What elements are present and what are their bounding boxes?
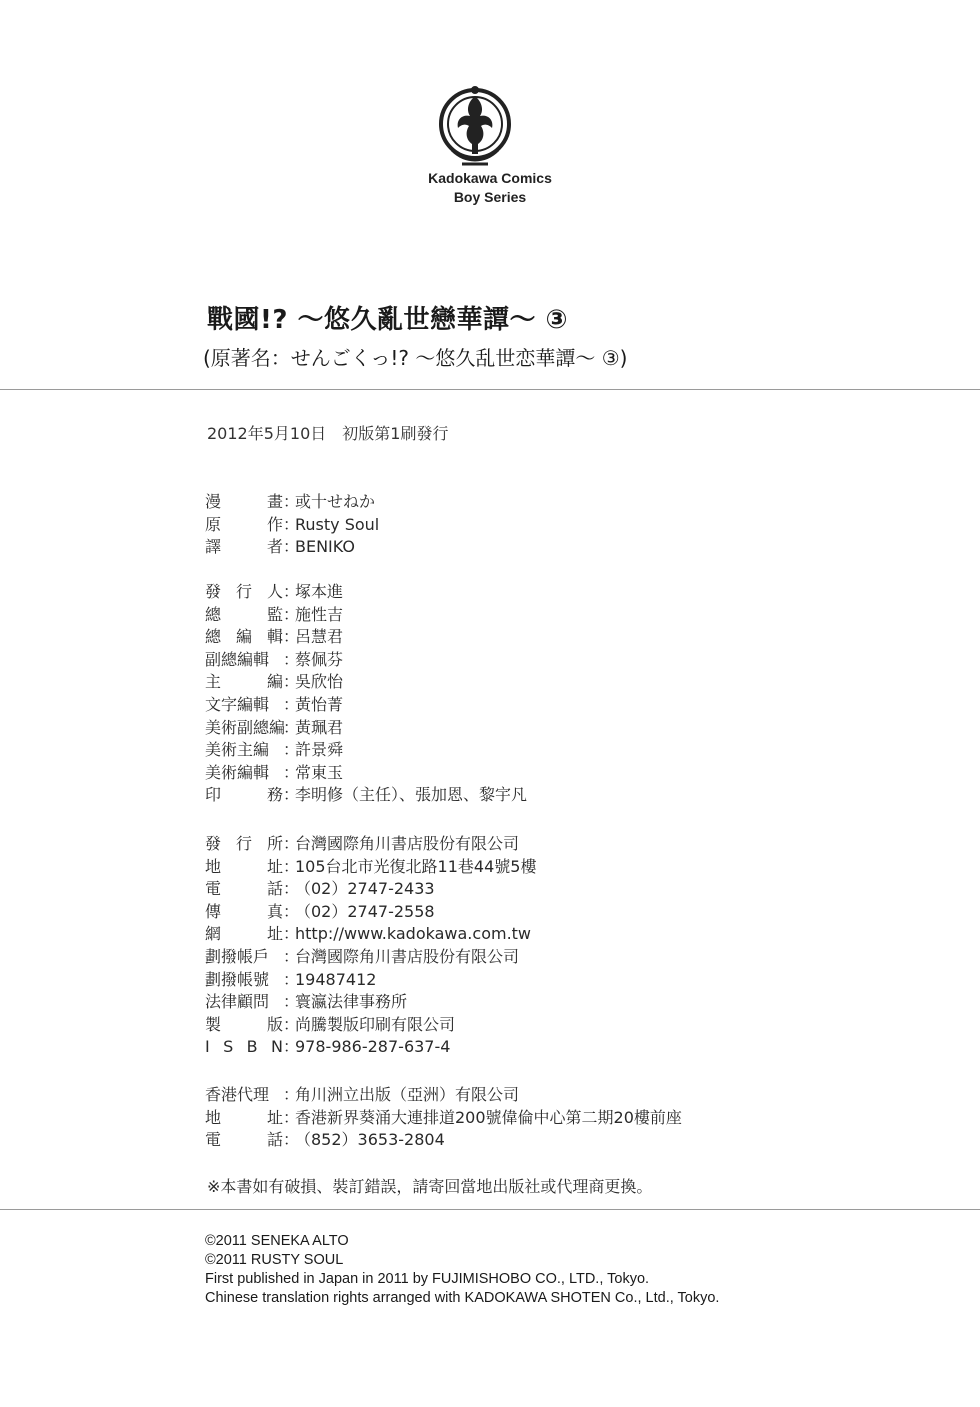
info-value: 常東玉 (295, 762, 344, 782)
info-label-char: 製 (205, 1014, 222, 1034)
info-row (205, 1036, 536, 1059)
info-row (205, 739, 527, 762)
info-label (205, 901, 283, 924)
info-label-char: 編 (235, 627, 252, 647)
info-value: 978-986-287-637-4 (295, 1037, 451, 1057)
copyright-line: ©2011 RUSTY SOUL (205, 1252, 344, 1268)
info-value: 許景舜 (295, 740, 344, 760)
copyright-line: First published in Japan in 2011 by FUJIMISHOBO CO., LTD., Tokyo. (205, 1271, 650, 1287)
info-colon: ： (283, 946, 300, 966)
info-colon: ： (283, 514, 300, 534)
info-label (205, 1129, 283, 1152)
info-colon: ： (283, 1130, 300, 1150)
info-label-char: 址 (266, 1107, 283, 1127)
info-value: （852）3653-2804 (295, 1130, 445, 1150)
info-row (205, 626, 527, 649)
info-colon: ： (283, 672, 300, 692)
info-value: （02）2747-2558 (295, 901, 435, 921)
info-row (205, 1107, 682, 1130)
info-label-char: 輯 (266, 627, 283, 647)
info-colon: ： (283, 992, 300, 1012)
info-label-char: 發 (205, 582, 222, 601)
info-value: 呂慧君 (295, 627, 344, 647)
divider-top (0, 389, 980, 390)
copyright-line: Chinese translation rights arranged with KADOKAWA SHOTEN Co., Ltd., Tokyo. (205, 1290, 720, 1306)
info-label-char: 美術編輯 (205, 762, 270, 782)
info-value: BENIKO (295, 537, 355, 557)
info-value: 角川洲立出版（亞洲）有限公司 (295, 1085, 520, 1104)
info-value: 寰瀛法律事務所 (295, 992, 408, 1012)
original-title: (原著名：せんごくっ!? ～悠久乱世恋華譚～ ③) (203, 346, 628, 370)
info-label (205, 946, 283, 969)
info-label-char: 行 (235, 582, 252, 601)
info-label-char: 傳 (205, 901, 222, 921)
info-value: 香港新界葵涌大連排道200號偉倫中心第二期20樓前座 (295, 1107, 682, 1127)
book-title: 戰國!? ～悠久亂世戀華譚～ ③ (207, 305, 569, 335)
info-colon: ： (283, 785, 300, 805)
info-label-char: N (271, 1037, 283, 1057)
info-colon: ： (283, 649, 300, 669)
info-colon: ： (283, 834, 300, 853)
info-label-char: 作 (266, 514, 283, 534)
info-label-char: 務 (266, 785, 283, 805)
info-label-char: 地 (205, 1107, 222, 1127)
info-label-char: S (223, 1037, 234, 1057)
info-label-char: 者 (266, 537, 283, 557)
info-label-char: 編 (266, 672, 283, 692)
divider-bottom (0, 1209, 980, 1210)
info-label-char: 監 (266, 604, 283, 624)
info-colon: ： (283, 604, 300, 624)
info-label (205, 581, 283, 604)
info-label-char: 話 (266, 879, 283, 899)
info-label-char: 版 (266, 1014, 283, 1034)
info-label (205, 604, 283, 627)
info-label-char: 譯 (205, 537, 222, 557)
info-row (205, 536, 379, 559)
info-label (205, 856, 283, 879)
info-label (205, 671, 283, 694)
info-value: （02）2747-2433 (295, 879, 435, 899)
info-label (205, 1036, 283, 1059)
info-label (205, 649, 283, 672)
info-label-char: 畫 (266, 492, 283, 511)
info-colon: ： (283, 924, 300, 944)
publisher-block (205, 833, 536, 1059)
info-label (205, 833, 283, 856)
info-colon: ： (283, 856, 300, 876)
info-label-char: I (205, 1037, 210, 1057)
info-value: 施性吉 (295, 604, 344, 624)
info-row (205, 671, 527, 694)
info-value: 塚本進 (295, 582, 344, 601)
info-label-char: 美術主編 (205, 740, 270, 760)
info-label (205, 878, 283, 901)
info-row (205, 946, 536, 969)
info-row (205, 923, 536, 946)
info-label-char: 網 (205, 924, 222, 944)
info-label-char: 址 (266, 924, 283, 944)
info-row (205, 991, 536, 1014)
info-row (205, 1129, 682, 1152)
credits-block (205, 491, 379, 559)
info-label-char: 總 (205, 627, 222, 647)
info-row (205, 694, 527, 717)
info-colon: ： (283, 717, 300, 737)
info-row (205, 762, 527, 785)
info-colon: ： (283, 1107, 300, 1127)
info-value: http://www.kadokawa.com.tw (295, 924, 532, 944)
info-label-char: B (246, 1037, 258, 1057)
info-label-char: 劃撥帳戶 (205, 946, 270, 966)
info-colon: ： (283, 740, 300, 760)
info-colon: ： (283, 762, 300, 782)
info-label-char: 電 (205, 879, 222, 899)
info-colon: ： (283, 582, 300, 601)
phoenix-logo-icon (432, 80, 518, 172)
copyright-line: ©2011 SENEKA ALTO (205, 1233, 349, 1249)
info-label (205, 1107, 283, 1130)
info-row (205, 856, 536, 879)
info-colon: ： (283, 627, 300, 647)
info-colon: ： (283, 694, 300, 714)
info-value: 李明修（主任）、張加恩、黎宇凡 (295, 785, 528, 805)
info-label-char: 法律顧問 (205, 992, 270, 1012)
info-label-char: 人 (266, 582, 283, 601)
info-row (205, 969, 536, 992)
info-label-char: 漫 (205, 492, 222, 511)
copyright-block (205, 1232, 719, 1308)
info-label-char: 地 (205, 856, 222, 876)
info-row (205, 784, 527, 807)
info-label-char: 話 (266, 1130, 283, 1150)
info-row (205, 581, 527, 604)
info-value: 19487412 (295, 969, 377, 989)
info-row (205, 1014, 536, 1037)
info-row (205, 604, 527, 627)
info-label (205, 626, 283, 649)
publication-date: 2012年5月10日 初版第1刷發行 (207, 424, 449, 443)
info-value: 黃怡菁 (295, 694, 344, 714)
info-row (205, 833, 536, 856)
info-label-char: 香港代理 (205, 1085, 270, 1104)
info-label-char: 發 (205, 834, 222, 853)
series-brand-line1: Kadokawa Comics (428, 170, 552, 186)
staff-block (205, 581, 527, 807)
info-value: 蔡佩芬 (295, 649, 344, 669)
info-value: 台灣國際角川書店股份有限公司 (295, 946, 520, 966)
info-row (205, 878, 536, 901)
info-row (205, 901, 536, 924)
info-label (205, 991, 283, 1014)
info-value: 黃珮君 (295, 717, 344, 737)
info-label (205, 969, 283, 992)
info-label (205, 717, 286, 740)
info-label-char: 總 (205, 604, 222, 624)
info-value: Rusty Soul (295, 514, 380, 534)
info-row (205, 514, 379, 537)
info-value: 尚騰製版印刷有限公司 (295, 1014, 456, 1034)
info-label-char: 副總編輯 (205, 649, 270, 669)
info-label (205, 739, 283, 762)
info-label-char: 原 (205, 514, 222, 534)
info-label (205, 694, 283, 717)
info-value: 台灣國際角川書店股份有限公司 (295, 834, 520, 853)
info-label-char: 主 (205, 672, 222, 692)
info-value: 105台北市光復北路11巷44號5樓 (295, 856, 537, 876)
info-label-char: 電 (205, 1130, 222, 1150)
info-label (205, 1014, 283, 1037)
hongkong-agent-block (205, 1084, 682, 1152)
info-colon: ： (283, 492, 300, 511)
info-colon: ： (283, 1014, 300, 1034)
info-value: 或十せねか (295, 492, 376, 511)
info-label-char: 劃撥帳號 (205, 969, 270, 989)
info-label-char: 行 (235, 834, 252, 853)
info-label-char: 美術副總編 (205, 717, 286, 737)
info-label (205, 923, 283, 946)
replacement-notice: ※本書如有破損、裝訂錯誤，請寄回當地出版社或代理商更換。 (207, 1177, 653, 1196)
info-colon: ： (283, 901, 300, 921)
info-label (205, 1084, 283, 1107)
info-label-char: 真 (266, 901, 283, 921)
info-label-char: 文字編輯 (205, 694, 270, 714)
info-label-char: 印 (205, 785, 222, 805)
info-row (205, 1084, 682, 1107)
info-label-char: 所 (266, 834, 283, 853)
info-label (205, 762, 283, 785)
info-colon: ： (283, 879, 300, 899)
info-label (205, 514, 283, 537)
info-colon: ： (283, 1037, 300, 1057)
info-colon: ： (283, 1085, 300, 1104)
info-label-char: 址 (266, 856, 283, 876)
info-label (205, 536, 283, 559)
info-row (205, 649, 527, 672)
info-value: 吳欣怡 (295, 672, 344, 692)
info-label (205, 784, 283, 807)
info-label (205, 491, 283, 514)
info-colon: ： (283, 537, 300, 557)
info-row (205, 491, 379, 514)
series-brand-line2: Boy Series (453, 189, 527, 205)
info-colon: ： (283, 969, 300, 989)
info-row (205, 717, 527, 740)
